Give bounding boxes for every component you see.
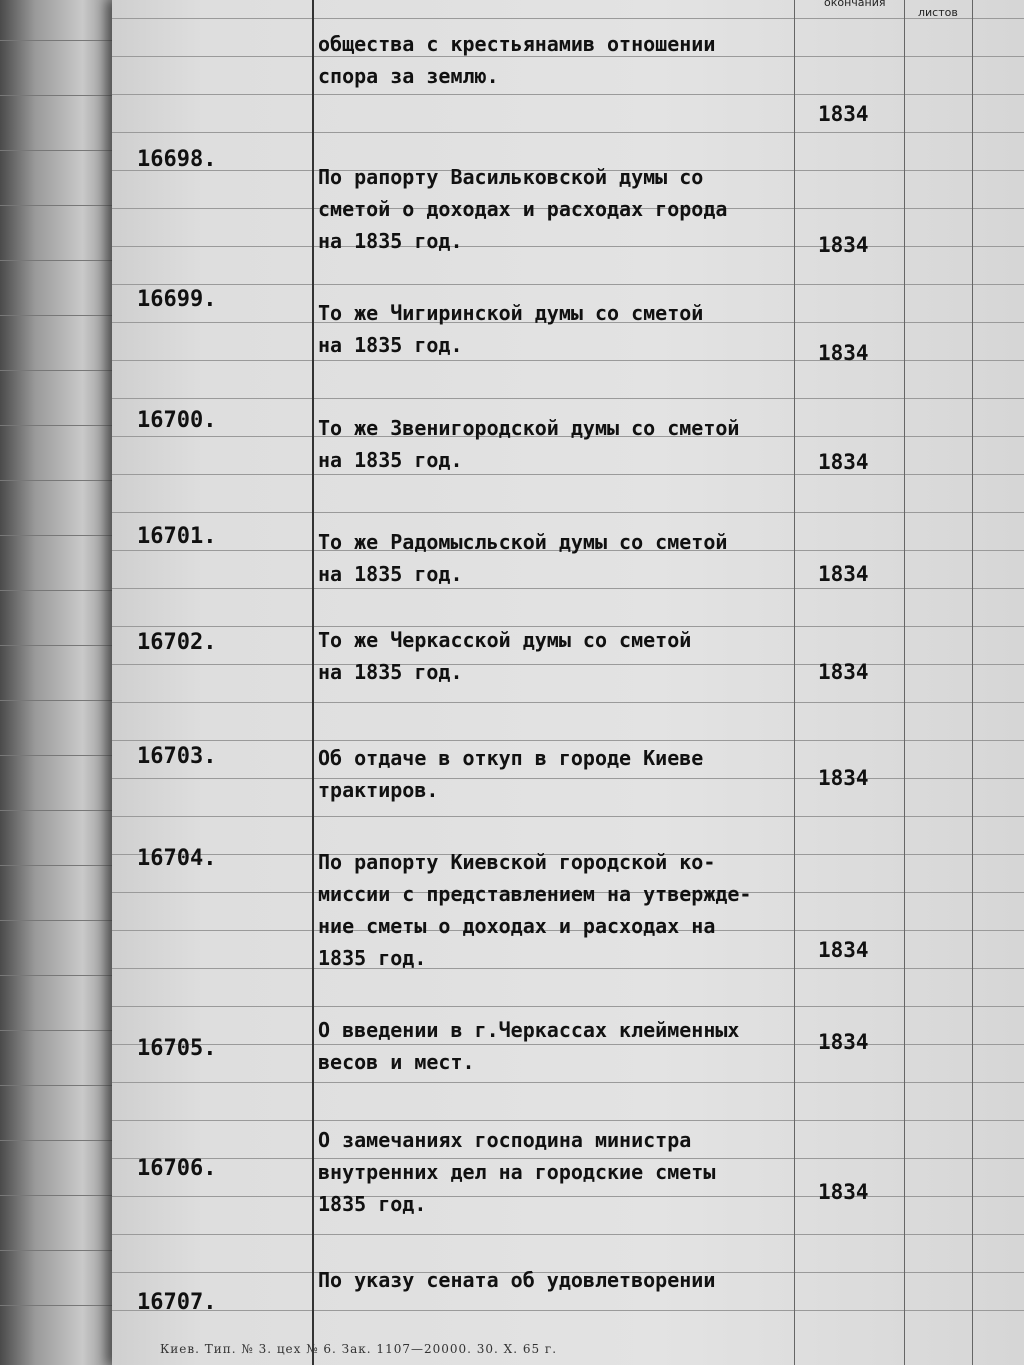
entry-year: 1834 <box>818 1180 869 1204</box>
header-end-date: окончания <box>824 0 886 9</box>
entry-text: По рапорту Васильковской думы со сметой о доходах и расходах города на 1835 год. <box>318 165 728 253</box>
print-footer: Киев. Тип. № 3. цех № 6. Зак. 1107—20000. 30. X. 65 г. <box>160 1342 558 1356</box>
entry-number: 16698. <box>137 147 217 172</box>
entry-number: 16706. <box>137 1156 217 1181</box>
column-divider-sheets <box>904 0 905 1365</box>
header-sheets: листов <box>918 6 958 19</box>
entry-text: О введении в г.Черкассах клейменных весов и мест. <box>318 1018 740 1074</box>
entry-text: То же Звенигородской думы со сметой на 1835 год. <box>318 416 740 472</box>
entry-text: То же Чигиринской думы со сметой на 1835 год. <box>318 301 704 357</box>
entry-text: То же Радомысльской думы со сметой на 1835 год. <box>318 530 728 586</box>
entry-year: 1834 <box>818 660 869 684</box>
entry-text: То же Черкасской думы со сметой на 1835 год. <box>318 628 692 684</box>
entry-number: 16701. <box>137 524 217 549</box>
entry-number: 16705. <box>137 1036 217 1061</box>
entry-year: 1834 <box>818 766 869 790</box>
entry-number: 16703. <box>137 744 217 769</box>
entry-text: общества с крестьянамив отношении спора за землю. <box>318 32 716 88</box>
entry-text: О замечаниях господина министра внутренних дел на городские сметы 1835 год. <box>318 1128 716 1216</box>
entry-year: 1834 <box>818 562 869 586</box>
entry-year: 1834 <box>818 233 869 257</box>
entry-number: 16704. <box>137 846 217 871</box>
entry-year: 1834 <box>818 450 869 474</box>
column-divider-right <box>972 0 973 1365</box>
entry-number: 16702. <box>137 630 217 655</box>
entry-year: 1834 <box>818 102 869 126</box>
entry-number: 16699. <box>137 287 217 312</box>
entry-text: По рапорту Киевской городской ко- миссии с представлением на утвержде- ние сметы о доходах и расходах на 1835 год. <box>318 850 752 970</box>
entry-text: Об отдаче в откуп в городе Киеве трактиров. <box>318 746 704 802</box>
entry-number: 16700. <box>137 408 217 433</box>
entry-year: 1834 <box>818 938 869 962</box>
entry-year: 1834 <box>818 1030 869 1054</box>
register-page <box>112 0 1024 1365</box>
column-divider-left <box>312 0 314 1365</box>
entry-year: 1834 <box>818 341 869 365</box>
adjacent-page-edge <box>0 0 118 1365</box>
entry-number: 16707. <box>137 1290 217 1315</box>
entry-text: По указу сената об удовлетворении <box>318 1268 716 1292</box>
